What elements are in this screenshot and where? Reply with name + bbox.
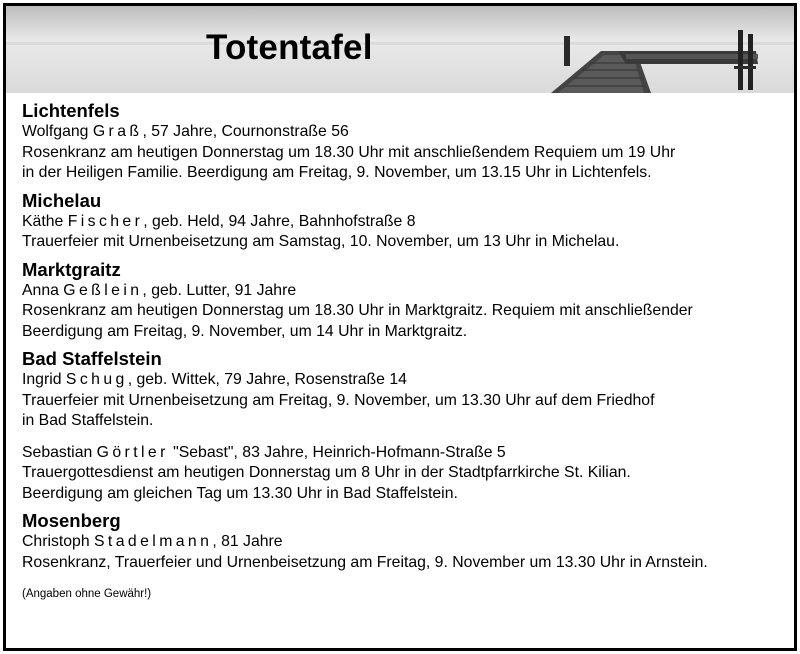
deceased-line	[22, 281, 787, 302]
deceased-line	[22, 212, 787, 233]
deceased-details: , 81 Jahre	[212, 533, 283, 550]
deceased-details: , 57 Jahre, Cournonstraße 56	[142, 123, 349, 140]
deceased-line	[22, 370, 787, 391]
deceased-details: , geb. Held, 94 Jahre, Bahnhofstraße 8	[143, 212, 416, 230]
last-name: Graß	[92, 123, 143, 140]
service-info-line: Trauergottesdienst am heutigen Donnerstag um 8 Uhr in der Stadtpfarrkirche St. Kilian.	[22, 464, 631, 481]
jetty-lake-image	[6, 6, 794, 93]
deceased-line	[22, 122, 787, 143]
town-heading: Michelau	[22, 189, 102, 211]
town-heading: Lichtenfels	[22, 100, 120, 121]
service-info-line: Trauerfeier mit Urnenbeisetzung am Freitag, 9. November, um 13.30 Uhr auf dem Friedhof	[22, 391, 655, 409]
first-name: Wolfgang	[22, 123, 89, 140]
first-name: Käthe	[22, 212, 64, 230]
last-name: Görtler	[96, 443, 169, 461]
deceased-details: "Sebast", 83 Jahre, Heinrich-Hofmann-Straße 5	[168, 443, 506, 461]
deceased-line	[22, 443, 787, 464]
obituary-board	[3, 3, 797, 651]
last-name: Schug	[65, 371, 128, 388]
disclaimer-footnote: (Angaben ohne Gewähr!)	[22, 588, 152, 600]
last-name: Stadelmann	[94, 533, 213, 550]
service-info-line: in Bad Staffelstein.	[22, 412, 154, 429]
first-name: Anna	[22, 281, 59, 299]
last-name: Geßlein	[63, 281, 143, 299]
town-heading: Marktgraitz	[22, 258, 121, 280]
header-banner	[6, 6, 794, 93]
service-info-line: Rosenkranz am heutigen Donnerstag um 18.30 Uhr in Marktgraitz. Requiem mit anschließender	[22, 302, 693, 319]
deceased-details: , geb. Lutter, 91 Jahre	[142, 281, 297, 299]
service-info-line: in der Heiligen Familie. Beerdigung am Freitag, 9. November, um 13.15 Uhr in Lichtenfels.	[22, 164, 652, 181]
first-name: Christoph	[22, 533, 90, 550]
service-info-line: Rosenkranz am heutigen Donnerstag um 18.30 Uhr mit anschließendem Requiem um 19 Uhr	[22, 143, 676, 161]
town-heading: Bad Staffelstein	[22, 348, 162, 369]
town-heading: Mosenberg	[22, 510, 121, 531]
first-name: Sebastian	[22, 443, 93, 461]
page-title: Totentafel	[206, 28, 373, 67]
deceased-line	[22, 532, 787, 553]
service-info-line: Beerdigung am Freitag, 9. November, um 14 Uhr in Marktgraitz.	[22, 322, 468, 340]
deceased-details: , geb. Wittek, 79 Jahre, Rosenstraße 14	[127, 371, 407, 388]
first-name: Ingrid	[22, 371, 62, 388]
obituary-list	[22, 100, 787, 601]
service-info-line: Beerdigung am gleichen Tag um 13.30 Uhr in Bad Staffelstein.	[22, 484, 458, 502]
entry-gap	[22, 432, 787, 443]
service-info-line: Trauerfeier mit Urnenbeisetzung am Samstag, 10. November, um 13 Uhr in Michelau.	[22, 233, 620, 250]
last-name: Fischer	[67, 212, 144, 230]
service-info-line: Rosenkranz, Trauerfeier und Urnenbeisetzung am Freitag, 9. November um 13.30 Uhr in Arnstein.	[22, 553, 708, 571]
